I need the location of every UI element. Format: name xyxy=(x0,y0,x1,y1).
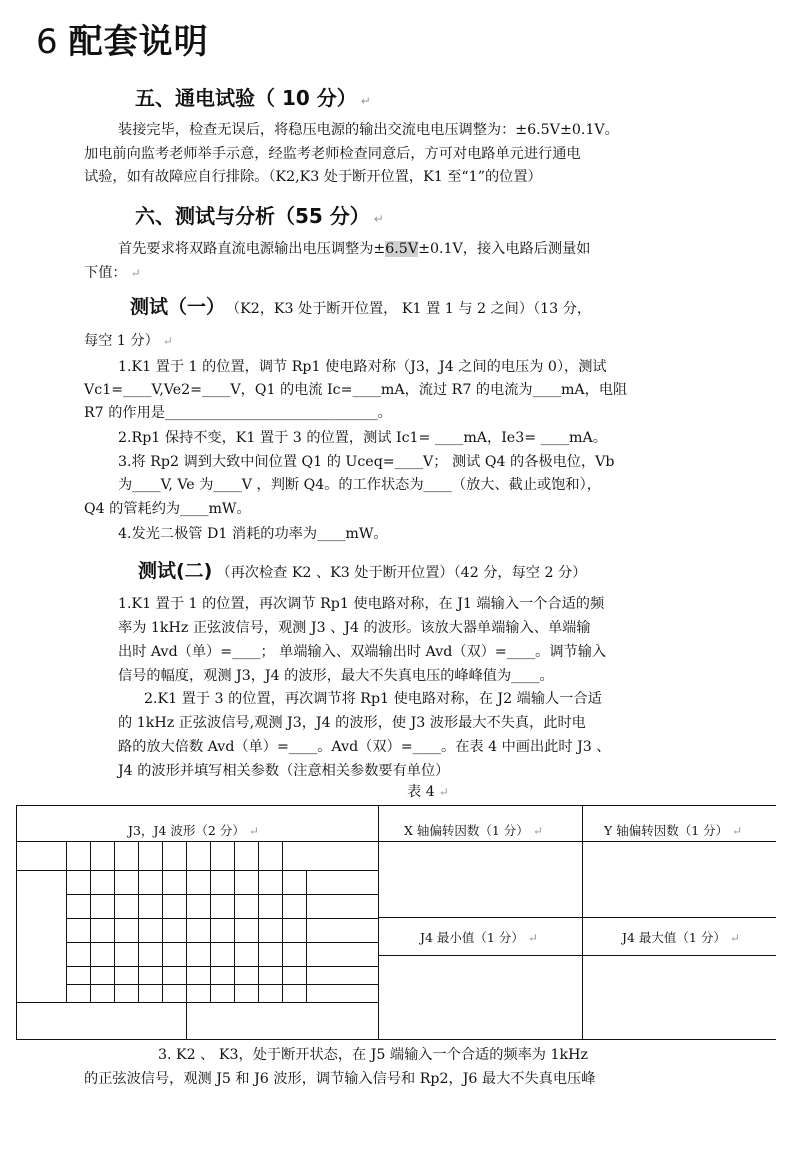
section6-heading: 六、测试与分析（55 分） ↵ xyxy=(135,204,384,228)
test1-item-3: 3.将 Rp2 调到大致中间位置 Q1 的 Uceq=____V； 测试 Q4 的各极电位，Vb xyxy=(118,454,615,470)
test2-item-2c: 路的放大倍数 Avd（单）=____。Avd（双）=____。在表 4 中画出此时 J3 、 xyxy=(118,739,611,755)
col-wave-header: J3，J4 波形（2 分） ↵ xyxy=(128,823,259,838)
col-min-header: J4 最小值（1 分） ↵ xyxy=(420,930,538,945)
test1-item-1c: R7 的作用是______________________________。 xyxy=(84,405,392,421)
page-number: 6 xyxy=(36,22,59,62)
test1-item-4: 4.发光二极管 D1 消耗的功率为____mW。 xyxy=(118,526,388,542)
test1-item-3b: 为____V, Ve 为____V ，判断 Q4。的工作状态为____（放大、截止或饱和）， xyxy=(118,477,601,493)
col-y-header: Y 轴偏转因数（1 分） ↵ xyxy=(604,823,743,838)
section6-intro: 首先要求将双路直流电源输出电压调整为±6.5V±0.1V，接入电路后测量如 xyxy=(118,241,591,257)
test2-item-2d: J4 的波形并填写相关参数（注意相关参数要有单位） xyxy=(118,763,450,779)
section5-heading: 五、通电试验（ 10 分） ↵ xyxy=(135,86,371,110)
test1-item-1b: Vc1=____V,Ve2=____V，Q1 的电流 Ic=____mA，流过 R7 的电流为____mA，电阻 xyxy=(84,382,628,398)
test1-item-1: 1.K1 置于 1 的位置，调节 Rp1 使电路对称（J3，J4 之间的电压为 0），测试 xyxy=(118,359,607,375)
test1-item-3c: Q4 的管耗约为____mW。 xyxy=(84,501,251,517)
test2-heading: 测试(二) （再次检查 K2 、K3 处于断开位置）（42 分，每空 2 分） xyxy=(138,560,587,582)
page-title-text: 配套说明 xyxy=(68,22,209,62)
section5-line-2: 加电前向监考老师举手示意，经监考老师检查同意后，方可对电路单元进行通电 xyxy=(84,146,581,162)
col-x-header: X 轴偏转因数（1 分） ↵ xyxy=(404,823,543,838)
col-max-header: J4 最大值（1 分） ↵ xyxy=(622,930,740,945)
test2-item-2a: 2.K1 置于 3 的位置，再次调节将 Rp1 使电路对称，在 J2 端输人一合适 xyxy=(144,691,602,707)
item3-line2: 的正弦波信号，观测 J5 和 J6 波形，调节输入信号和 Rp2，J6 最大不失真电压峰 xyxy=(84,1071,596,1087)
voltage-highlight: 6.5V xyxy=(385,241,419,257)
item3-line1: 3. K2 、 K3，处于断开状态，在 J5 端输入一个合适的频率为 1kHz xyxy=(158,1047,588,1063)
test2-item-1b: 率为 1kHz 正弦波信号，观测 J3 、J4 的波形。该放大器单端输入、单端输 xyxy=(118,620,591,636)
test1-item-2: 2.Rp1 保持不变，K1 置于 3 的位置，测试 Ic1= ____mA，Ie3= ____mA。 xyxy=(118,430,607,446)
test1-note2: 每空 1 分） ↵ xyxy=(84,333,173,349)
section5-line-3: 试验，如有故障应自行排除。（K2,K3 处于断开位置，K1 至“1”的位置） xyxy=(84,169,542,185)
test2-item-1d: 信号的幅度，观测 J3，J4 的波形，最大不失真电压的峰峰值为____。 xyxy=(118,668,554,684)
section5-line-1: 装接完毕，检查无误后，将稳压电源的输出交流电电压调整为：±6.5V±0.1V。 xyxy=(118,122,619,138)
test2-item-2b: 的 1kHz 正弦波信号,观测 J3，J4 的波形，使 J3 波形最大不失真，此时电 xyxy=(118,715,586,731)
test2-item-1c: 出时 Avd（单）=____； 单端输入、双端输出时 Avd（双）=____。调节输入 xyxy=(118,644,607,660)
page-title xyxy=(36,14,209,63)
section6-intro-line2: 下值： ↵ xyxy=(84,265,141,281)
test2-item-1a: 1.K1 置于 1 的位置，再次调节 Rp1 使电路对称，在 J1 端输入一个合适的频 xyxy=(118,596,605,612)
table4-caption: 表 4 ↵ xyxy=(407,784,449,800)
test1-heading: 测试（一） （K2，K3 处于断开位置， K1 置 1 与 2 之间）（13 分， xyxy=(130,296,592,318)
